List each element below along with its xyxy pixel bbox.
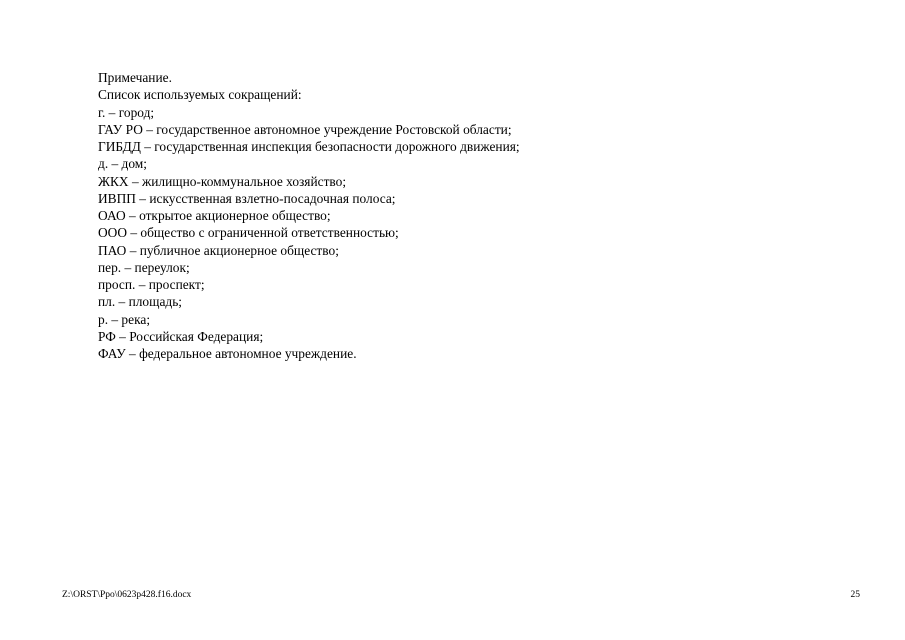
- abbreviation-item: ГАУ РО – государственное автономное учреждение Ростовской области;: [98, 121, 512, 137]
- abbreviation-item: ЖКХ – жилищно-коммунальное хозяйство;: [98, 173, 347, 189]
- abbreviation-item: ГИБДД – государственная инспекция безопасности дорожного движения;: [98, 139, 520, 154]
- abbreviation-item: ОАО – открытое акционерное общество;: [98, 208, 331, 223]
- abbreviation-item: ИВПП – искусственная взлетно-посадочная полоса;: [98, 190, 396, 206]
- abbreviation-item: ООО – общество с ограниченной ответственностью;: [98, 225, 399, 241]
- abbreviation-item: г. – город;: [98, 104, 155, 120]
- abbreviation-item: ПАО – публичное акционерное общество;: [98, 242, 339, 258]
- abbreviation-item: р. – река;: [98, 311, 151, 327]
- note-heading: Примечание.: [98, 70, 172, 85]
- note-intro: Список используемых сокращений:: [98, 87, 302, 103]
- footer-page-number: 25: [850, 590, 860, 600]
- note-block: [98, 69, 798, 362]
- abbreviation-item: пер. – переулок;: [98, 259, 190, 275]
- abbreviation-item: ФАУ – федеральное автономное учреждение.: [98, 346, 357, 361]
- abbreviation-item: пл. – площадь;: [98, 294, 183, 310]
- abbreviation-item: РФ – Российская Федерация;: [98, 328, 264, 344]
- footer-file-path: Z:\ORST\Ppo\0623p428.f16.docx: [62, 590, 192, 600]
- abbreviation-item: д. – дом;: [98, 156, 147, 172]
- abbreviation-item: просп. – проспект;: [98, 277, 205, 292]
